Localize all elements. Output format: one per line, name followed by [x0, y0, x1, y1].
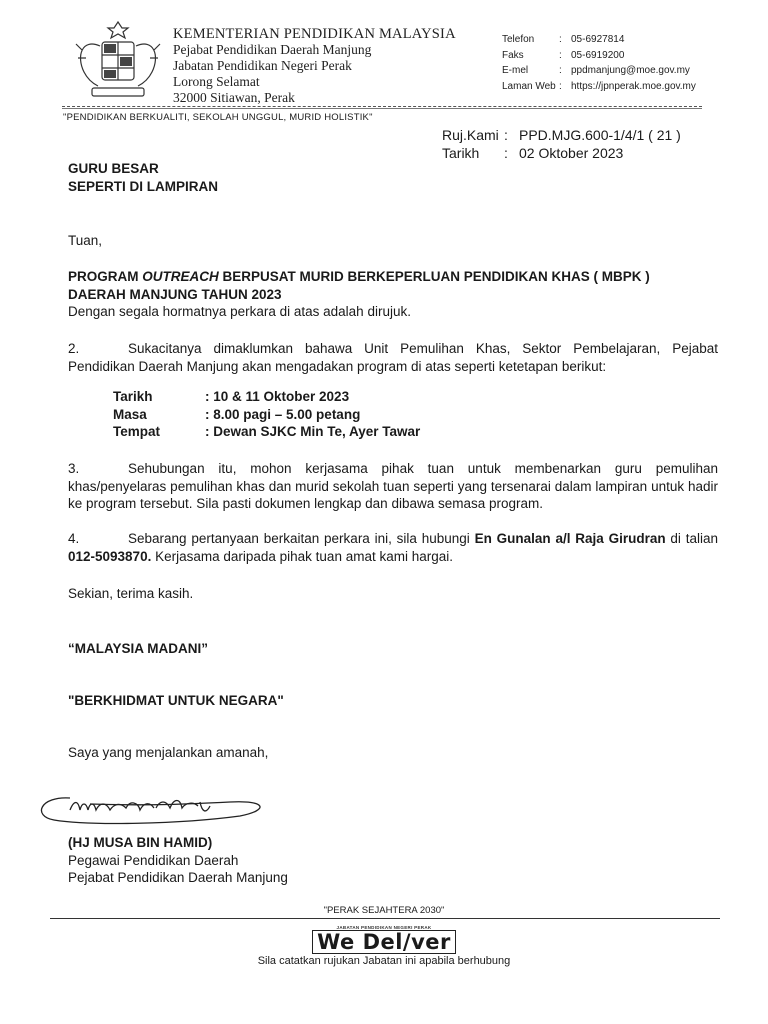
ministry-name: KEMENTERIAN PENDIDIKAN MALAYSIA	[173, 26, 456, 42]
footer-note: Sila catatkan rujukan Jabatan ini apabila berhubung	[257, 955, 511, 967]
footer-divider	[50, 918, 720, 919]
detail-label: Tarikh	[113, 389, 153, 404]
paragraph-2	[68, 340, 718, 375]
detail-value: : Dewan SJKC Min Te, Ayer Tawar	[205, 424, 421, 439]
detail-value: : 10 & 11 Oktober 2023	[205, 389, 350, 404]
recipient-line: GURU BESAR	[68, 161, 159, 176]
agency-line: Pejabat Pendidikan Daerah Manjung	[173, 42, 372, 57]
contact-label: Telefon	[502, 34, 535, 45]
ref-label: Ruj.Kami	[442, 127, 499, 143]
header-motto: "PENDIDIKAN BERKUALITI, SEKOLAH UNGGUL, MURID HOLISTIK"	[63, 112, 373, 123]
phone-value: 05-6927814	[571, 34, 625, 45]
header-divider	[62, 106, 702, 107]
logo-text: We Del/ver	[312, 930, 456, 954]
agency-line: Jabatan Pendidikan Negeri Perak	[173, 58, 352, 73]
salutation: Tuan,	[68, 233, 103, 248]
closing-text: Sekian, terima kasih.	[68, 586, 194, 601]
trust-text: Saya yang menjalankan amanah,	[68, 745, 269, 760]
email-value: ppdmanjung@moe.gov.my	[571, 65, 690, 76]
contact-label: E-mel	[502, 65, 529, 76]
contact-label: Faks	[502, 49, 524, 61]
subject-line2: DAERAH MANJUNG TAHUN 2023	[68, 286, 282, 302]
logo-caption: JABATAN PENDIDIKAN NEGERI PERAK	[336, 925, 432, 930]
footer-motto: "PERAK SEJAHTERA 2030"	[323, 905, 445, 916]
signer-title: Pegawai Pendidikan Daerah	[68, 852, 239, 868]
signer-name: (HJ MUSA BIN HAMID)	[68, 835, 213, 850]
subject-heading	[68, 268, 718, 303]
contact-block: Telefon : 05-6927814 Faks : 05-6919200 E-mel : ppdmanjung@moe.gov.my Laman Web : https://jpnperak.moe.gov.my	[502, 32, 696, 94]
website-value: https://jpnperak.moe.gov.my	[571, 80, 696, 92]
paragraph-text: Sehubungan itu, mohon kerjasama pihak tuan untuk membenarkan guru pemulihan khas/penyelaras pemulihan khas dan murid sekolah tuan seperti yang tersenarai dalam lampiran untuk hadir ke program tersebut. Sila pasti dokumen lengkap dan dibawa semasa program.	[68, 461, 718, 511]
slogan-berkhidmat: "BERKHIDMAT UNTUK NEGARA"	[68, 693, 284, 708]
fax-value: 05-6919200	[571, 49, 625, 61]
paragraph-3	[68, 460, 718, 513]
reference-block: Ruj.Kami : PPD.MJG.600-1/4/1 ( 21 ) Tarikh : 02 Oktober 2023	[442, 127, 681, 161]
signer-block	[68, 834, 288, 887]
coat-of-arms-icon	[68, 16, 168, 104]
recipient-line: SEPERTI DI LAMPIRAN	[68, 178, 219, 194]
signature-image	[30, 780, 270, 840]
subject-text: BERPUSAT MURID BERKEPERLUAN PENDIDIKAN KHAS ( MBPK )	[218, 269, 650, 284]
ref-value: PPD.MJG.600-1/4/1 ( 21 )	[519, 127, 681, 143]
agency-address	[173, 26, 456, 106]
subject-italic: OUTREACH	[142, 269, 219, 284]
agency-line: 32000 Sitiawan, Perak	[173, 90, 295, 105]
paragraph-number: 4.	[68, 531, 80, 546]
date-value: 02 Oktober 2023	[519, 145, 624, 161]
contact-phone: 012-5093870.	[68, 548, 152, 564]
contact-label: Laman Web	[502, 80, 556, 92]
paragraph-4	[68, 530, 718, 565]
detail-label: Masa	[113, 406, 147, 422]
paragraph-text: Kerjasama daripada pihak tuan amat kami hargai.	[151, 548, 453, 564]
paragraph-number: 2.	[68, 341, 80, 356]
slogan-madani: “MALAYSIA MADANI”	[68, 641, 209, 656]
agency-line: Lorong Selamat	[173, 74, 260, 89]
intro-text: Dengan segala hormatnya perkara di atas adalah dirujuk.	[68, 304, 411, 319]
we-deliver-logo	[0, 925, 768, 954]
program-details	[113, 388, 420, 441]
paragraph-text: Sebarang pertanyaan berkaitan perkara ini, sila hubungi	[128, 531, 475, 546]
detail-value: : 8.00 pagi – 5.00 petang	[205, 406, 361, 422]
date-label: Tarikh	[442, 145, 480, 161]
contact-person: En Gunalan a/l Raja Girudran	[474, 531, 666, 546]
detail-label: Tempat	[113, 424, 161, 439]
paragraph-text: di talian	[665, 531, 718, 546]
header-divider	[62, 108, 702, 109]
subject-text: PROGRAM	[68, 269, 143, 284]
paragraph-text: Sukacitanya dimaklumkan bahawa Unit Pemulihan Khas, Sektor Pembelajaran, Pejabat Pendidikan Daerah Manjung akan mengadakan program di atas seperti ketetapan berikut:	[68, 341, 718, 374]
recipient-block	[68, 160, 218, 195]
signer-office: Pejabat Pendidikan Daerah Manjung	[68, 870, 288, 885]
paragraph-number: 3.	[68, 461, 80, 476]
